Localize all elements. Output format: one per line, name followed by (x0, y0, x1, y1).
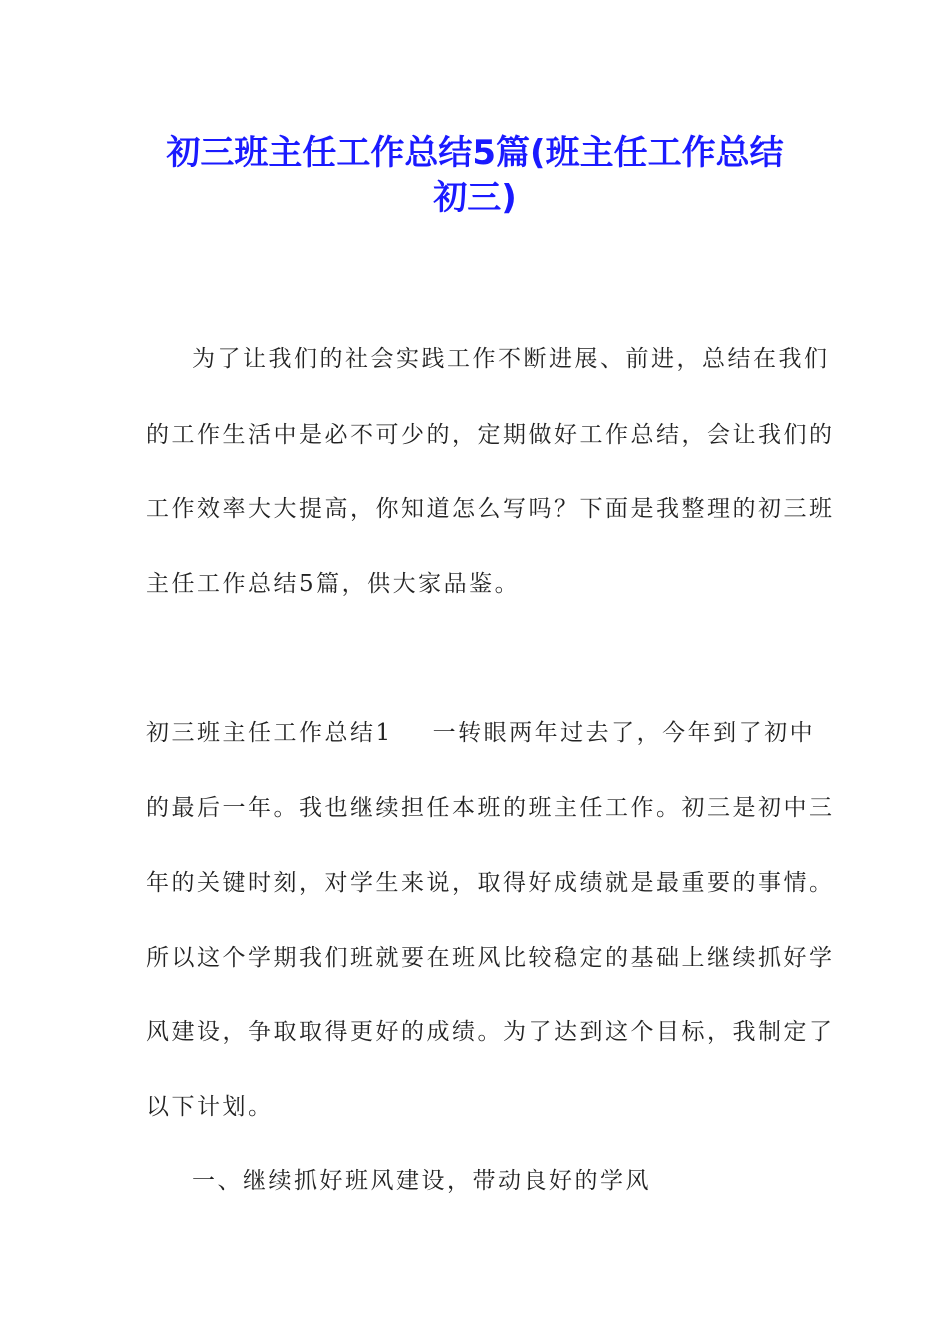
document-title-line-1: 初三班主任工作总结5篇(班主任工作总结 (166, 133, 784, 173)
intro-line-4: 主任工作总结5篇，供大家品鉴。 (146, 571, 521, 597)
intro-line-2: 的工作生活中是必不可少的，定期做好工作总结，会让我们的 (146, 422, 835, 448)
section-1-line-5: 风建设，争取取得更好的成绩。为了达到这个目标，我制定了 (146, 1019, 835, 1045)
section-1-line-1: 一转眼两年过去了，今年到了初中 (432, 720, 816, 746)
intro-line-1: 为了让我们的社会实践工作不断进展、前进，总结在我们 (192, 346, 830, 372)
intro-line-3: 工作效率大大提高，你知道怎么写吗？下面是我整理的初三班 (146, 496, 835, 522)
document-title-line-2: 初三) (433, 178, 517, 218)
section-1-heading: 初三班主任工作总结1 (146, 720, 393, 746)
section-1-line-3: 年的关键时刻，对学生来说，取得好成绩就是最重要的事情。 (146, 870, 835, 896)
section-1-line-2: 的最后一年。我也继续担任本班的班主任工作。初三是初中三 (146, 795, 835, 821)
section-1-line-4: 所以这个学期我们班就要在班风比较稳定的基础上继续抓好学 (146, 945, 835, 971)
subheading-1: 一、继续抓好班风建设，带动良好的学风 (192, 1168, 651, 1194)
section-1-line-6: 以下计划。 (146, 1094, 274, 1120)
section-1-first-line (146, 718, 826, 748)
